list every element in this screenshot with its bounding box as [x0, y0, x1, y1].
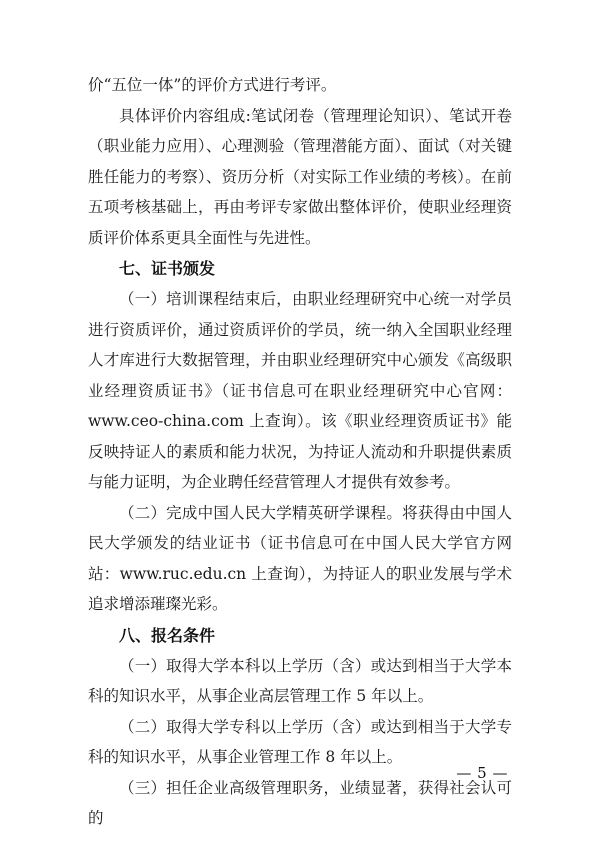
paragraph-evaluation-content: 具体评价内容组成:笔试闭卷（管理理论知识）、笔试开卷（职业能力应用）、心理测验（管理潜能方面）、面试（对关键胜任能力的考察）、资历分析（对实际工作业绩的考核）。在前五项考核基础上，再由考评专家做出整体评价，使职业经理资质评价体系更具全面性与先进性。 — [88, 106, 512, 247]
section-heading-enrollment: 八、报名条件 — [119, 625, 216, 645]
paragraph-condition-college: （二）取得大学专科以上学历（含）或达到相当于大学专科的知识水平，从事企业管理工作 8 年以上。 — [88, 717, 512, 766]
page-body — [88, 70, 512, 834]
paragraph-certificate-ruc: （二）完成中国人民大学精英研学课程。将获得由中国人民大学颁发的结业证书（证书信息可在中国人民大学官方网站：www.ruc.edu.cn 上查询），为持证人的职业发展与学术追求增添璀璨光彩。 — [88, 503, 512, 613]
section-heading-certificate: 七、证书颁发 — [119, 259, 216, 278]
paragraph-certificate-qualification: （一）培训课程结束后，由职业经理研究中心统一对学员进行资质评价，通过资质评价的学员，统一纳入全国职业经理人才库进行大数据管理，并由职业经理研究中心颁发《高级职业经理资质证书》（证书信息可在职业经理研究中心官网：www.ceo-china.com 上查询）。该《职业经理资质证书》能反映持证人的素质和能力状况，为持证人流动和升职提供素质与能力证明，为企业聘任经营管理人才提供有效参考。 — [88, 290, 512, 491]
paragraph-continuation: 价“五位一体”的评价方式进行考评。 — [88, 76, 337, 94]
page-number: — 5 — — [456, 764, 508, 782]
paragraph-condition-senior-manager: （三）担任企业高级管理职务，业绩显著，获得社会认可的 — [88, 778, 512, 827]
paragraph-condition-bachelor: （一）取得大学本科以上学历（含）或达到相当于大学本科的知识水平，从事企业高层管理工作 5 年以上。 — [88, 656, 512, 705]
